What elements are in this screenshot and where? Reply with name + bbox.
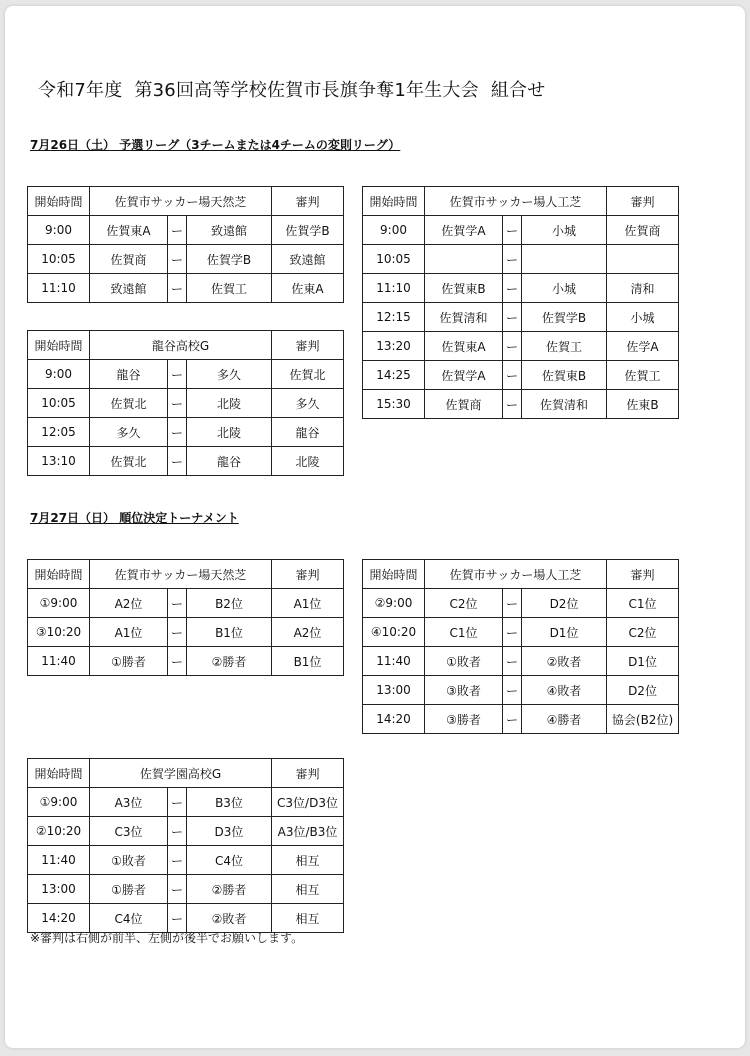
cell-vs-separator: ー [503,705,522,734]
cell-team-home: 佐賀東B [425,274,503,303]
header-venue: 佐賀市サッカー場人工芝 [425,187,607,216]
cell-team-away [522,245,607,274]
schedule-table-ryukoku-day1 [27,330,344,476]
cell-start-time: 14:20 [28,904,90,933]
cell-team-away: B2位 [187,589,272,618]
cell-start-time: 11:40 [363,647,425,676]
cell-team-away: 致遠館 [187,216,272,245]
table-row [28,389,344,418]
title-year: 令和7年度 [38,80,123,101]
cell-vs-separator: ー [168,274,187,303]
table-row [363,274,679,303]
cell-team-away: 多久 [187,360,272,389]
cell-team-away: B3位 [187,788,272,817]
cell-referee: 協会(B2位) [607,705,679,734]
cell-referee: A3位/B3位 [272,817,344,846]
cell-start-time: 14:20 [363,705,425,734]
cell-vs-separator: ー [168,216,187,245]
cell-team-home: ③勝者 [425,705,503,734]
cell-referee: C2位 [607,618,679,647]
cell-team-away: ②敗者 [187,904,272,933]
cell-start-time: 11:40 [28,647,90,676]
cell-start-time: 10:05 [28,245,90,274]
cell-team-home: 多久 [90,418,168,447]
cell-vs-separator: ー [168,647,187,676]
cell-referee: C3位/D3位 [272,788,344,817]
cell-start-time: ②9:00 [363,589,425,618]
cell-referee: B1位 [272,647,344,676]
cell-referee: 佐東A [272,274,344,303]
cell-team-home: C4位 [90,904,168,933]
cell-start-time: 10:05 [363,245,425,274]
cell-team-away: 北陵 [187,389,272,418]
header-start-time: 開始時間 [363,187,425,216]
table-row [28,447,344,476]
header-venue: 佐賀学園高校G [90,759,272,788]
cell-team-home: 佐賀北 [90,389,168,418]
cell-start-time: ②10:20 [28,817,90,846]
cell-vs-separator: ー [168,618,187,647]
table-row [28,274,344,303]
cell-team-away: ②勝者 [187,875,272,904]
cell-vs-separator: ー [168,589,187,618]
cell-referee: 北陵 [272,447,344,476]
cell-team-home: ①敗者 [90,846,168,875]
table-row [363,705,679,734]
header-start-time: 開始時間 [363,560,425,589]
cell-team-home: 佐賀東A [90,216,168,245]
cell-referee: 佐学A [607,332,679,361]
cell-team-away: C4位 [187,846,272,875]
cell-referee: C1位 [607,589,679,618]
title-suffix: 組合せ [490,80,546,101]
table-header-row [28,187,344,216]
table-row [28,589,344,618]
cell-start-time: 12:05 [28,418,90,447]
table-row [363,390,679,419]
cell-start-time: 13:20 [363,332,425,361]
cell-referee: A2位 [272,618,344,647]
table-row [363,589,679,618]
cell-referee: 致遠館 [272,245,344,274]
cell-team-home: A3位 [90,788,168,817]
cell-vs-separator: ー [168,447,187,476]
cell-vs-separator: ー [503,390,522,419]
cell-team-away: 佐賀工 [187,274,272,303]
table-header-row [28,331,344,360]
cell-start-time: 13:00 [28,875,90,904]
header-venue: 佐賀市サッカー場天然芝 [90,560,272,589]
cell-referee: D1位 [607,647,679,676]
cell-start-time: ①9:00 [28,589,90,618]
cell-start-time: 11:10 [363,274,425,303]
cell-referee: A1位 [272,589,344,618]
cell-start-time: ③10:20 [28,618,90,647]
cell-team-home: ①勝者 [90,647,168,676]
cell-vs-separator: ー [168,846,187,875]
cell-start-time: 13:00 [363,676,425,705]
cell-vs-separator: ー [503,618,522,647]
table-header-row [28,759,344,788]
table-row [363,618,679,647]
table-row [28,216,344,245]
cell-team-home: 佐賀商 [90,245,168,274]
table-row [28,618,344,647]
table-row [28,418,344,447]
header-start-time: 開始時間 [28,187,90,216]
table-header-row [363,560,679,589]
cell-team-away: D2位 [522,589,607,618]
table-row [363,647,679,676]
cell-vs-separator: ー [503,216,522,245]
cell-team-home: C1位 [425,618,503,647]
cell-team-home: ①敗者 [425,647,503,676]
header-start-time: 開始時間 [28,331,90,360]
table-row [28,817,344,846]
cell-team-away: 佐賀学B [522,303,607,332]
cell-start-time: 13:10 [28,447,90,476]
cell-team-away: 佐賀東B [522,361,607,390]
cell-team-home: C2位 [425,589,503,618]
cell-start-time: ④10:20 [363,618,425,647]
cell-vs-separator: ー [168,245,187,274]
cell-start-time: 14:25 [363,361,425,390]
cell-referee: 相互 [272,846,344,875]
table-header-row [363,187,679,216]
table-row [363,216,679,245]
cell-referee [607,245,679,274]
schedule-table-artificial-turf-day2 [362,559,679,734]
cell-referee: D2位 [607,676,679,705]
cell-team-away: B1位 [187,618,272,647]
table-row [28,788,344,817]
cell-start-time: ①9:00 [28,788,90,817]
schedule-table-artificial-turf-day1 [362,186,679,419]
cell-vs-separator: ー [503,303,522,332]
schedule-table-natural-grass-day2 [27,559,344,676]
table-row [363,676,679,705]
cell-vs-separator: ー [503,589,522,618]
cell-referee: 清和 [607,274,679,303]
table-row [28,647,344,676]
table-row [363,303,679,332]
cell-vs-separator: ー [503,245,522,274]
cell-team-away: 佐賀工 [522,332,607,361]
cell-vs-separator: ー [503,676,522,705]
cell-vs-separator: ー [503,361,522,390]
cell-vs-separator: ー [168,360,187,389]
cell-vs-separator: ー [503,332,522,361]
cell-team-home: C3位 [90,817,168,846]
cell-team-away: D1位 [522,618,607,647]
header-referee: 審判 [272,759,344,788]
cell-team-home: 龍谷 [90,360,168,389]
cell-team-away: ④敗者 [522,676,607,705]
cell-team-away: 佐賀清和 [522,390,607,419]
cell-team-home [425,245,503,274]
cell-start-time: 9:00 [28,360,90,389]
cell-start-time: 15:30 [363,390,425,419]
cell-team-home: 佐賀学A [425,216,503,245]
header-referee: 審判 [272,331,344,360]
document-title [38,76,545,102]
cell-team-away: D3位 [187,817,272,846]
day1-heading: 7月26日（土） 予選リーグ（3チームまたは4チームの変則リーグ） [30,138,401,152]
cell-vs-separator: ー [168,817,187,846]
schedule-table-natural-grass-day1 [27,186,344,303]
cell-team-away: 佐賀学B [187,245,272,274]
cell-referee: 相互 [272,875,344,904]
cell-team-away: 龍谷 [187,447,272,476]
cell-team-home: 佐賀清和 [425,303,503,332]
header-venue: 佐賀市サッカー場天然芝 [90,187,272,216]
cell-team-away: ②勝者 [187,647,272,676]
cell-referee: 小城 [607,303,679,332]
cell-start-time: 11:10 [28,274,90,303]
cell-vs-separator: ー [168,875,187,904]
cell-vs-separator: ー [503,274,522,303]
cell-vs-separator: ー [503,647,522,676]
cell-referee: 龍谷 [272,418,344,447]
cell-team-away: 小城 [522,216,607,245]
referee-note: ※審判は右側が前半、左側が後半でお願いします。 [30,931,304,945]
table-row [363,361,679,390]
cell-start-time: 9:00 [28,216,90,245]
cell-referee: 多久 [272,389,344,418]
header-referee: 審判 [272,187,344,216]
cell-team-home: 佐賀商 [425,390,503,419]
header-start-time: 開始時間 [28,759,90,788]
cell-referee: 佐賀工 [607,361,679,390]
cell-team-home: ③敗者 [425,676,503,705]
cell-start-time: 9:00 [363,216,425,245]
header-start-time: 開始時間 [28,560,90,589]
cell-vs-separator: ー [168,904,187,933]
cell-vs-separator: ー [168,788,187,817]
header-venue: 龍谷高校G [90,331,272,360]
header-venue: 佐賀市サッカー場人工芝 [425,560,607,589]
cell-team-away: ④勝者 [522,705,607,734]
table-row [28,245,344,274]
table-row [363,332,679,361]
cell-referee: 相互 [272,904,344,933]
table-row [28,875,344,904]
cell-team-home: 佐賀北 [90,447,168,476]
table-row [28,360,344,389]
cell-team-away: ②敗者 [522,647,607,676]
title-tournament: 第36回高等学校佐賀市長旗争奪1年生大会 [134,80,479,101]
cell-team-away: 小城 [522,274,607,303]
cell-team-home: ①勝者 [90,875,168,904]
header-referee: 審判 [272,560,344,589]
cell-team-away: 北陵 [187,418,272,447]
cell-start-time: 12:15 [363,303,425,332]
cell-referee: 佐東B [607,390,679,419]
cell-start-time: 10:05 [28,389,90,418]
cell-team-home: A2位 [90,589,168,618]
cell-referee: 佐賀北 [272,360,344,389]
cell-start-time: 11:40 [28,846,90,875]
day2-heading: 7月27日（日） 順位決定トーナメント [30,511,239,525]
cell-referee: 佐賀商 [607,216,679,245]
header-referee: 審判 [607,560,679,589]
cell-team-home: A1位 [90,618,168,647]
cell-team-home: 佐賀東A [425,332,503,361]
table-row [363,245,679,274]
cell-referee: 佐賀学B [272,216,344,245]
header-referee: 審判 [607,187,679,216]
schedule-table-saga-gakuen-day2 [27,758,344,933]
cell-team-home: 佐賀学A [425,361,503,390]
table-header-row [28,560,344,589]
table-row [28,846,344,875]
cell-vs-separator: ー [168,418,187,447]
cell-team-home: 致遠館 [90,274,168,303]
cell-vs-separator: ー [168,389,187,418]
